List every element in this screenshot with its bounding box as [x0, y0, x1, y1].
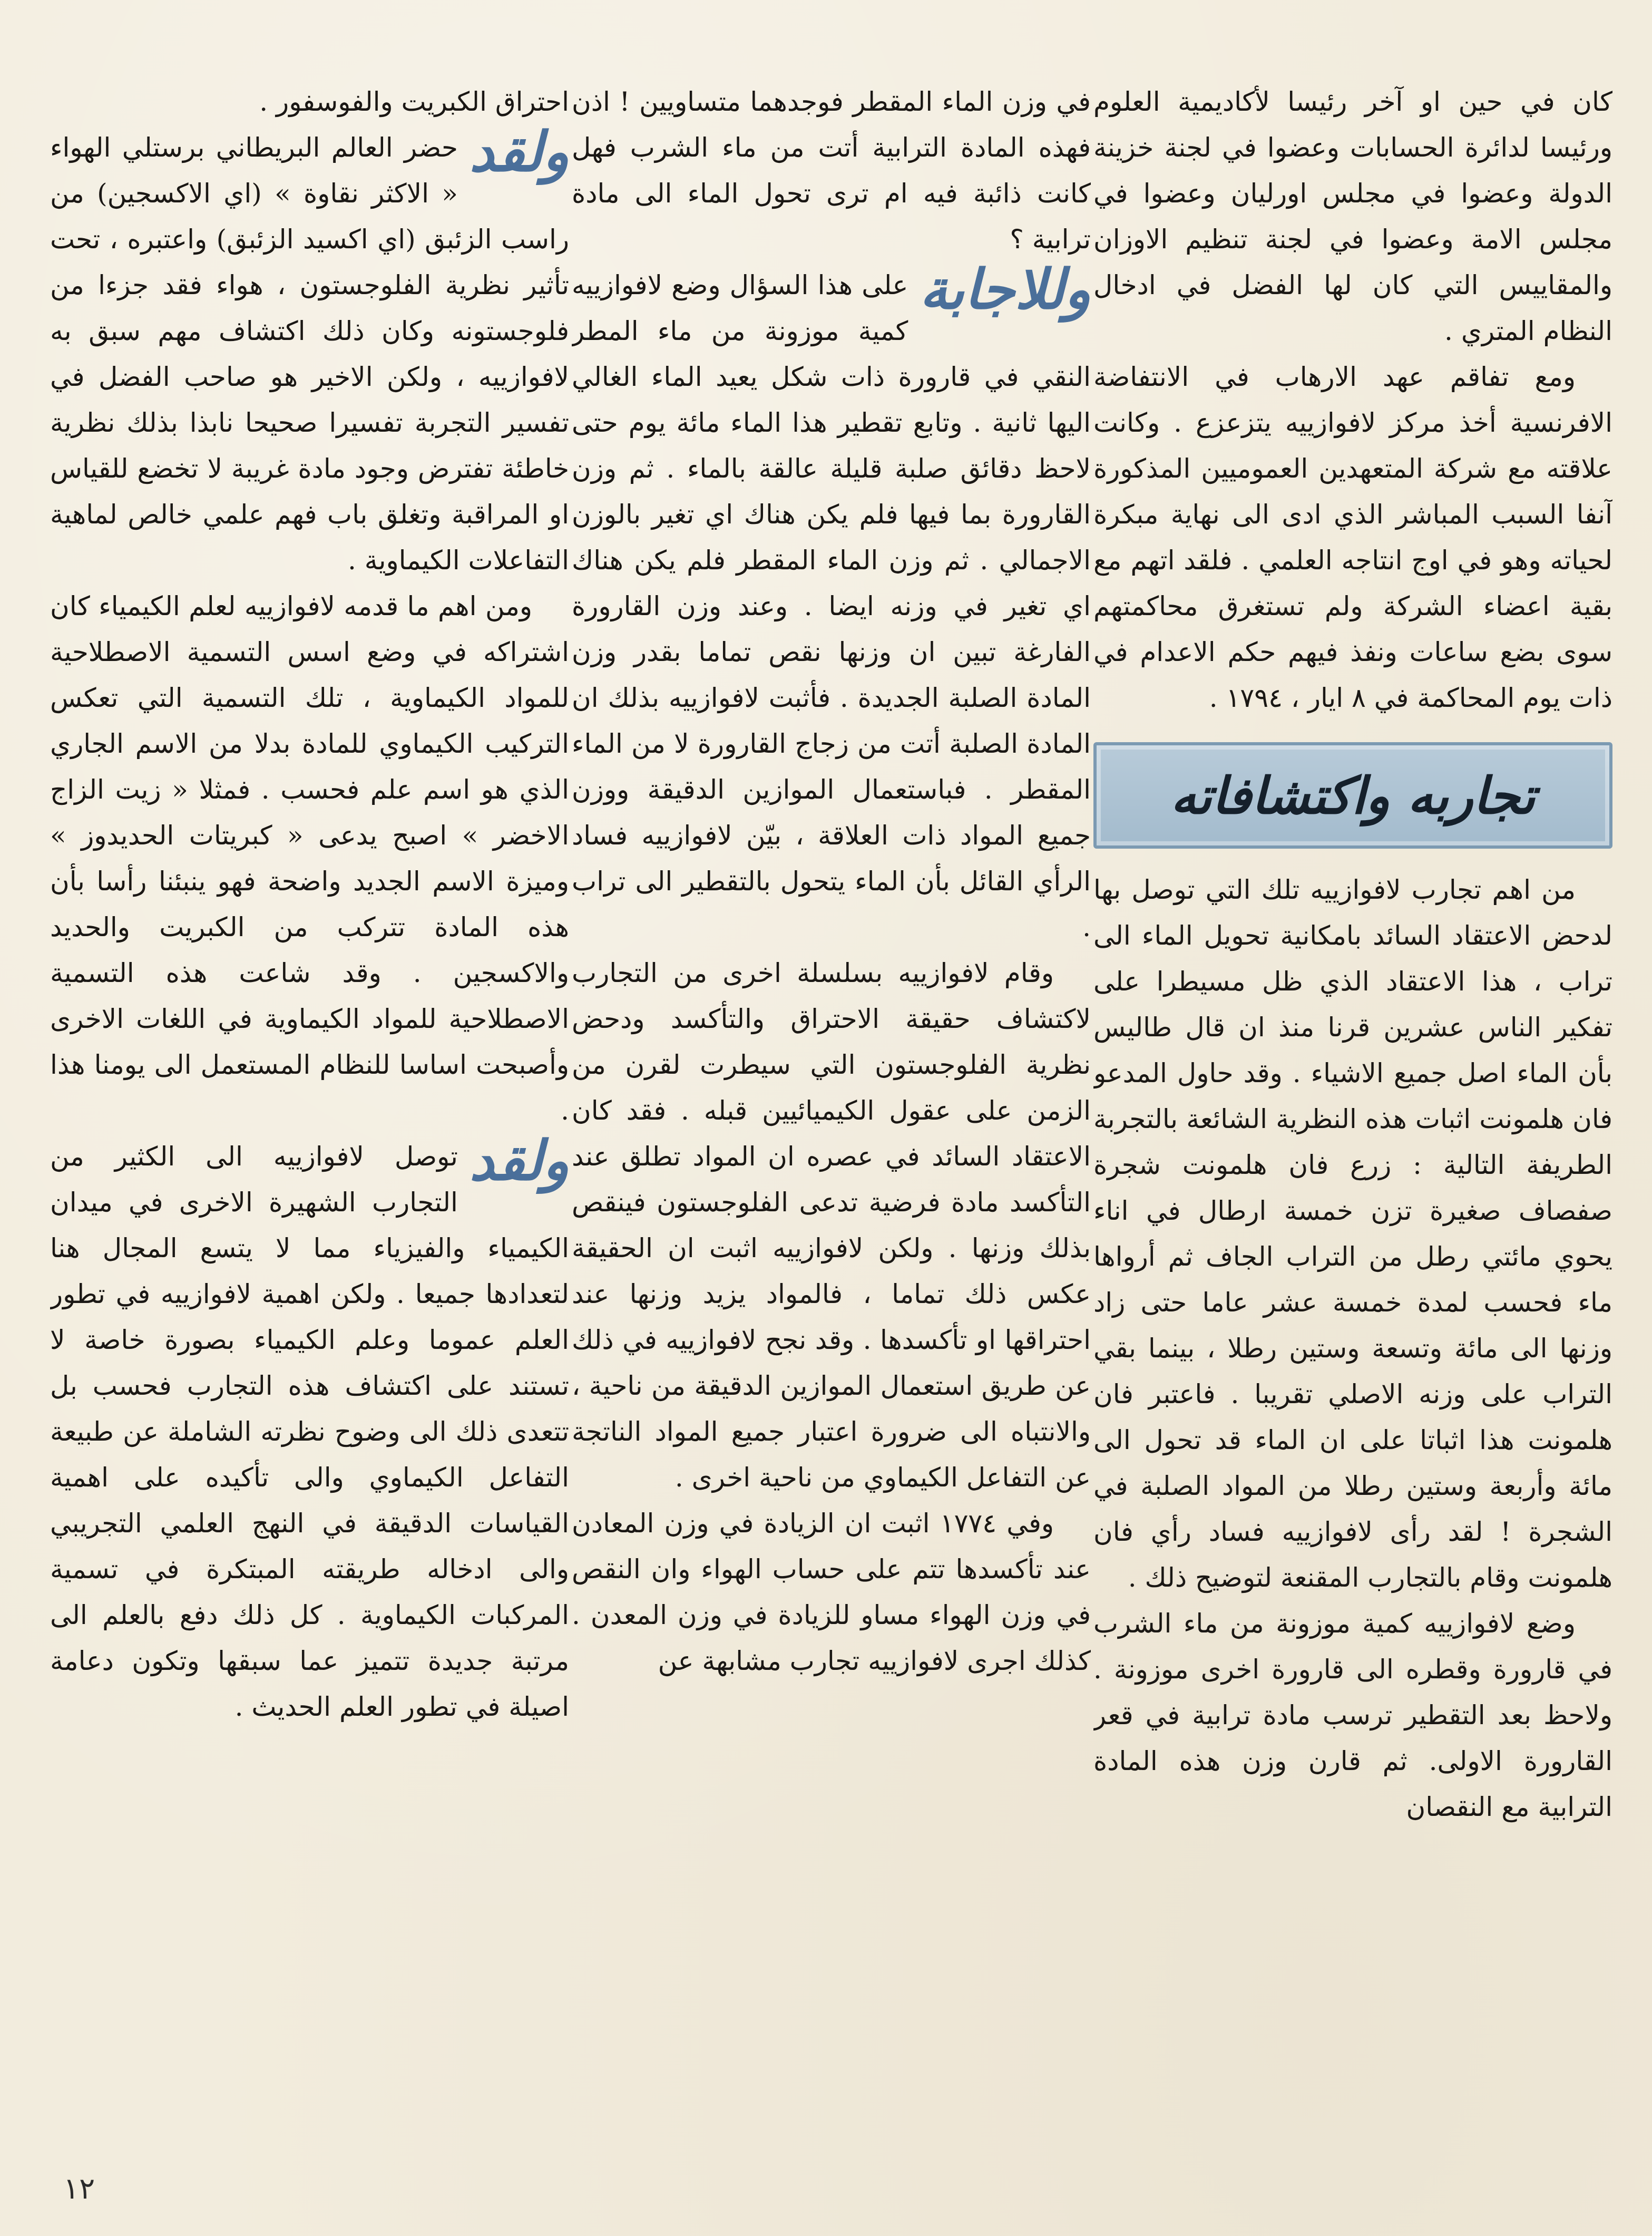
- paragraph: ومع تفاقم عهد الارهاب في الانتفاضة الافرنسية أخذ مركز لافوازييه يتزعزع . وكانت علاقته مع شركة المتعهدين العموميين المذكورة آنفا السبب المباشر الذي ادى الى نهاية مبكرة لحياته وهو في اوج انتاجه العلمي . فلقد اتهم مع بقية اعضاء الشركة ولم تستغرق محاكمتهم سوى بضع ساعات ونفذ فيهم حكم الاعدام في ذات يوم المحاكمة في ٨ ايار ، ١٧٩٤ .: [1093, 362, 1612, 713]
- paragraph-body: حضر العالم البريطاني برستلي الهواء « الاكثر نقاوة » (اي الاكسجين) من راسب الزئبق (اي اكسيد الزئبق) واعتبره ، تحت تأثير نظرية الفلوجستون ، هواء فقد جزءا من فلوجستونه وكان ذلك اكتشاف مهم سبق به لافوازييه ، ولكن الاخير هو صاحب الفضل في تفسير التجربة تفسيرا صحيحا نابذا بذلك نظرية خاطئة تفترض وجود مادة غريبة لا تخضع للقياس او المراقبة وتغلق باب فهم علمي خالص لماهية التفاعلات الكيماوية .: [50, 132, 569, 576]
- paragraph-with-lead: [572, 257, 1091, 950]
- lead-word: ولقد: [469, 1128, 569, 1193]
- paragraph-with-lead: [50, 119, 569, 584]
- lead-word: وللاجابة: [920, 257, 1091, 322]
- paragraph-body: على هذا السؤال وضع لافوازييه كمية موزونة من ماء المطر النقي في قارورة ذات شكل يعيد الماء الغالي اليها ثانية . وتابع تقطير هذا الماء مائة يوم حتى لاحظ دقائق صلبة قليلة عالقة بالماء . ثم وزن القارورة بما فيها فلم يكن هناك اي تغير بالوزن الاجمالي . ثم وزن الماء المقطر فلم يكن هناك اي تغير في وزنه ايضا . وعند وزن القارورة الفارغة تبين ان وزنها نقص تماما بقدر وزن المادة الصلبة الجديدة . فأثبت لافوازييه بذلك ان المادة الصلبة أتت من زجاج القارورة لا من الماء المقطر . فباستعمال الموازين الدقيقة ووزن جميع المواد ذات العلاقة ، بيّن لافوازييه فساد الرأي القائل بأن الماء يتحول بالتقطير الى تراب .: [572, 270, 1091, 942]
- paragraph: احتراق الكبريت والفوسفور .: [259, 86, 569, 117]
- section-heading: تجاربه واكتشافاته: [1170, 765, 1536, 825]
- paragraph: ومن اهم ما قدمه لافوازييه لعلم الكيمياء كان اشتراكه في وضع اسس التسمية الاصطلاحية للمواد الكيماوية ، تلك التسمية التي تعكس التركيب الكيماوي للمادة بدلا من الاسم الجاري الذي هو اسم علم فحسب . فمثلا « زيت الزاج الاخضر » اصبح يدعى « كبريتات الحديدوز » وميزة الاسم الجديد واضحة فهو ينبئنا رأسا بأن هذه المادة تتركب من الكبريت والحديد والاكسجين . وقد شاعت هذه التسمية الاصطلاحية للمواد الكيماوية في اللغات الاخرى وأصبحت اساسا للنظام المستعمل الى يومنا هذا .: [50, 591, 569, 1126]
- column-middle: [572, 79, 1091, 2135]
- lead-word: ولقد: [469, 119, 569, 184]
- paragraph: وضع لافوازييه كمية موزونة من ماء الشرب في قارورة وقطره الى قارورة اخرى موزونة . ولاحظ بعد التقطير ترسب مادة ترابية في قعر القارورة الاولى. ثم قارن وزن هذه المادة الترابية مع النقصان: [1093, 1608, 1612, 1822]
- paragraph-body: توصل لافوازييه الى الكثير من التجارب الشهيرة الاخرى في ميدان الكيمياء والفيزياء مما لا يتسع المجال هنا لتعدادها جميعا . ولكن اهمية لافوازييه في تطور العلم عموما وعلم الكيمياء بصورة خاصة لا تستند على اكتشاف هذه التجارب فحسب بل تتعدى ذلك الى وضوح نظرته الشاملة عن طبيعة التفاعل الكيماوي والى تأكيده على اهمية القياسات الدقيقة في النهج العلمي التجريبي والى ادخاله طريقته المبتكرة في تسمية المركبات الكيماوية . كل ذلك دفع بالعلم الى مرتبة جديدة تتميز عما سبقها وتكون دعامة اصيلة في تطور العلم الحديث .: [50, 1141, 569, 1722]
- paragraph: في وزن الماء المقطر فوجدهما متساويين ! اذن فهذه المادة الترابية أتت من ماء الشرب فهل كانت ذائبة فيه ام ترى تحول الماء الى مادة ترابية ؟: [572, 86, 1091, 255]
- paragraph: وفي ١٧٧٤ اثبت ان الزيادة في وزن المعادن عند تأكسدها تتم على حساب الهواء وان النقص في وزن الهواء مساو للزيادة في وزن المعدن . كذلك اجرى لافوازييه تجارب مشابهة عن: [572, 1508, 1091, 1676]
- paragraph: كان في حين او آخر رئيسا لأكاديمية العلوم ورئيسا لدائرة الحسابات وعضوا في لجنة خزينة الدولة وعضوا في مجلس اورليان وعضوا في مجلس الامة وعضوا في لجنة تنظيم الاوزان والمقاييس التي كان لها الفضل في ادخال النظام المتري .: [1093, 86, 1612, 346]
- column-left: [50, 79, 569, 2135]
- paragraph: وقام لافوازييه بسلسلة اخرى من التجارب لاكتشاف حقيقة الاحتراق والتأكسد ودحض نظرية الفلوجستون التي سيطرت لقرن من الزمن على عقول الكيميائيين قبله . فقد كان الاعتقاد السائد في عصره ان المواد تطلق عند التأكسد مادة فرضية تدعى الفلوجستون فينقص بذلك وزنها . ولكن لافوازييه اثبت ان الحقيقة عكس ذلك تماما ، فالمواد يزيد وزنها عند احتراقها او تأكسدها . وقد نجح لافوازييه في ذلك عن طريق استعمال الموازين الدقيقة من ناحية ، والانتباه الى ضرورة اعتبار جميع المواد الناتجة عن التفاعل الكيماوي من ناحية اخرى .: [572, 958, 1091, 1493]
- paragraph: من اهم تجارب لافوازييه تلك التي توصل بها لدحض الاعتقاد السائد بامكانية تحويل الماء الى تراب ، هذا الاعتقاد الذي ظل مسيطرا على تفكير الناس عشرين قرنا منذ ان قال طاليس بأن الماء اصل جميع الاشياء . وقد حاول المدعو فان هلمونت اثبات هذه النظرية الشائعة بالتجربة الطريفة التالية : زرع فان هلمونت شجرة صفصاف صغيرة تزن خمسة ارطال في اناء يحوي مائتي رطل من التراب الجاف ثم أرواها ماء فحسب لمدة خمسة عشر عاما حتى زاد وزنها الى مائة وتسعة وستين رطلا ، بينما بقي التراب على وزنه الاصلي تقريبا . فاعتبر فان هلمونت هذا اثباتا على ان الماء قد تحول الى مائة وأربعة وستين رطلا من المواد الصلبة في الشجرة ! لقد رأى لافوازييه فساد رأي فان هلمونت وقام بالتجارب المقنعة لتوضيح ذلك .: [1093, 874, 1612, 1593]
- page-number: ١٢: [63, 2172, 95, 2206]
- column-right: [1093, 79, 1612, 2135]
- paragraph-with-lead: [50, 1128, 569, 1730]
- section-heading-banner: [1093, 742, 1612, 849]
